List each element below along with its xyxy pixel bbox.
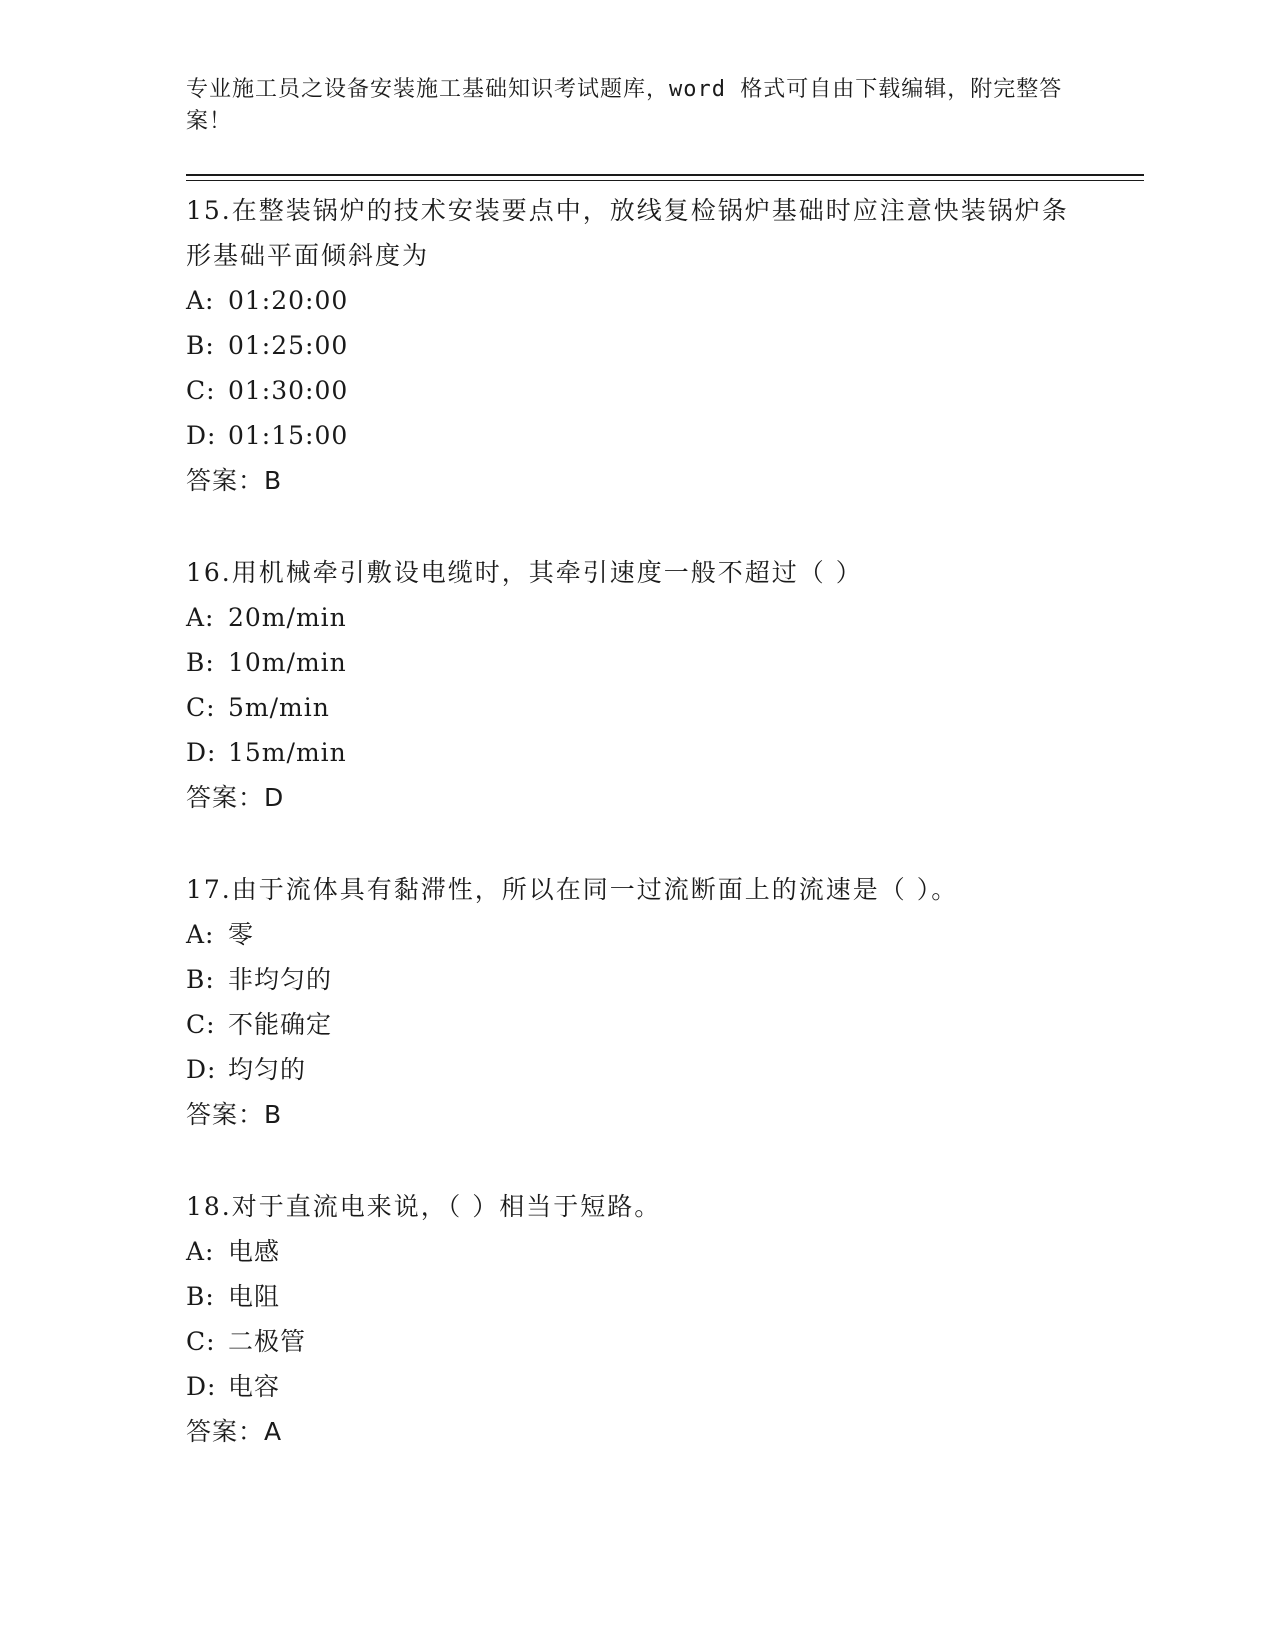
question-stem [186,867,1086,912]
option-text: 电阻 [228,1282,281,1311]
option-d [186,1364,1086,1409]
option-letter: D: [186,1055,217,1084]
question-stem [186,550,1086,595]
option-letter: A: [186,286,215,315]
option-c [186,368,1086,413]
header-divider-thin [186,180,1144,181]
question-text: 用机械牵引敷设电缆时，其牵引速度一般不超过（ ） [231,558,863,587]
option-c [186,1002,1086,1047]
option-text: 10m/min [228,648,347,677]
question-number: 16. [186,558,232,587]
option-text: 电感 [228,1237,281,1266]
option-letter: B: [186,648,215,677]
option-text: 01:25:00 [228,331,349,360]
question-16 [186,550,1086,820]
header-divider-thick [186,174,1144,176]
answer-line: 答案：B [186,1100,283,1129]
option-letter: D: [186,421,217,450]
option-letter: A: [186,920,215,949]
option-letter: B: [186,965,215,994]
option-text: 15m/min [228,738,347,767]
option-b [186,957,1086,1002]
option-letter: C: [186,1010,216,1039]
option-text: 零 [228,920,255,949]
option-text: 20m/min [228,603,347,632]
question-number: 18. [186,1192,232,1221]
question-text: 在整装锅炉的技术安装要点中，放线复检锅炉基础时应注意快装锅炉条形基础平面倾斜度为 [186,196,1069,270]
option-letter: A: [186,1237,215,1266]
option-letter: C: [186,693,216,722]
option-text: 01:15:00 [228,421,349,450]
option-c [186,1319,1086,1364]
answer-line: 答案：D [186,783,285,812]
option-text: 不能确定 [228,1010,333,1039]
question-15 [186,188,1086,503]
option-letter: B: [186,1282,215,1311]
question-17 [186,867,1086,1137]
option-letter: C: [186,376,216,405]
question-number: 17. [186,875,232,904]
option-b [186,323,1086,368]
question-18 [186,1184,1086,1454]
option-a [186,912,1086,957]
option-text: 01:20:00 [228,286,349,315]
option-letter: B: [186,331,215,360]
document-header: 专业施工员之设备安装施工基础知识考试题库，word 格式可自由下载编辑，附完整答案！ [186,77,1063,134]
option-d [186,1047,1086,1092]
option-text: 二极管 [228,1327,307,1356]
question-stem [186,188,1086,278]
option-d [186,413,1086,458]
option-c [186,685,1086,730]
option-a [186,1229,1086,1274]
answer-line: 答案：A [186,1417,283,1446]
question-text: 由于流体具有黏滞性，所以在同一过流断面上的流速是（ ）。 [231,875,959,904]
option-text: 均匀的 [228,1055,307,1084]
option-a [186,595,1086,640]
option-letter: A: [186,603,215,632]
option-b [186,640,1086,685]
option-text: 01:30:00 [228,376,349,405]
option-text: 非均匀的 [228,965,333,994]
option-a [186,278,1086,323]
option-text: 电容 [228,1372,281,1401]
question-text: 对于直流电来说，（ ）相当于短路。 [231,1192,662,1221]
option-letter: C: [186,1327,216,1356]
option-letter: D: [186,738,217,767]
answer-line: 答案：B [186,466,283,495]
question-number: 15. [186,196,232,225]
option-b [186,1274,1086,1319]
option-letter: D: [186,1372,217,1401]
option-d [186,730,1086,775]
question-stem [186,1184,1086,1229]
option-text: 5m/min [228,693,330,722]
